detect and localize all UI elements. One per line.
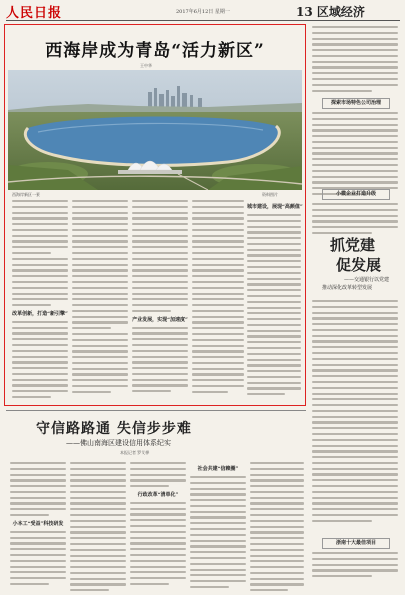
bottom-column-2: [70, 462, 126, 595]
feature-title-2: 促发展: [336, 256, 382, 274]
bottom-column-3: [130, 462, 186, 589]
photo-caption: 西海岸新区一景: [12, 192, 40, 197]
lead-headline: 西海岸成为青岛“活力新区”: [45, 41, 265, 61]
lead-subhead: 城市建设，展现“高颜值”: [247, 204, 303, 210]
feature-title-1: 抓党建: [330, 236, 376, 254]
lead-subhead: 改革创新，打造“新引擎”: [12, 310, 68, 317]
bottom-column-1: [10, 462, 66, 589]
lead-column-2: [72, 200, 128, 397]
lead-byline: 王中华: [140, 63, 152, 68]
lead-subhead: 产业发展，实现“加速度”: [132, 316, 188, 323]
section-divider: [6, 410, 306, 411]
photo-credit: 资料图片: [262, 192, 278, 197]
lead-photo: [8, 70, 302, 190]
coastline-photo: [8, 70, 302, 190]
bottom-subhead: 小本工“受益”科技研发: [12, 520, 64, 527]
newspaper-logo: 人民日报: [6, 6, 63, 21]
masthead: [6, 2, 400, 21]
feature-subtitle-2: 推动深化改革转型发展: [322, 285, 373, 291]
page-section: 13 区域经济: [296, 5, 365, 19]
bottom-subheadline: ——佛山南海区建设信用体系纪实: [66, 439, 171, 447]
right-box-title-2: 小微企业打造升级: [322, 189, 390, 200]
feature-subtitle-1: ——交通银行以党建: [344, 277, 390, 283]
lead-column-5: [247, 200, 301, 399]
lead-column-4: [192, 200, 244, 397]
bottom-headline: 守信路路通 失信步步难: [36, 421, 192, 437]
bottom-column-4: [190, 462, 246, 592]
bottom-subhead: 行政改革“清单化”: [137, 491, 179, 498]
right-column-lower: [312, 203, 398, 238]
lead-column-1: [12, 200, 68, 402]
right-column-mid: [312, 112, 398, 199]
bottom-subhead: 社会共建“信赖圈”: [197, 466, 239, 472]
issue-date: 2017年6月12日 星期一: [176, 9, 230, 15]
right-column-top: [312, 26, 398, 95]
right-column-bottom: [312, 552, 398, 581]
right-box-title-1: 探索市场特色公司治理: [322, 98, 390, 109]
bottom-right-box-title: 浙南十大最佳项目: [322, 538, 390, 549]
right-column-feature-body: [312, 300, 398, 525]
lead-column-3: [132, 200, 188, 396]
bottom-column-5: [250, 462, 304, 595]
bottom-byline: 本报记者 罗艾桦: [120, 450, 150, 455]
